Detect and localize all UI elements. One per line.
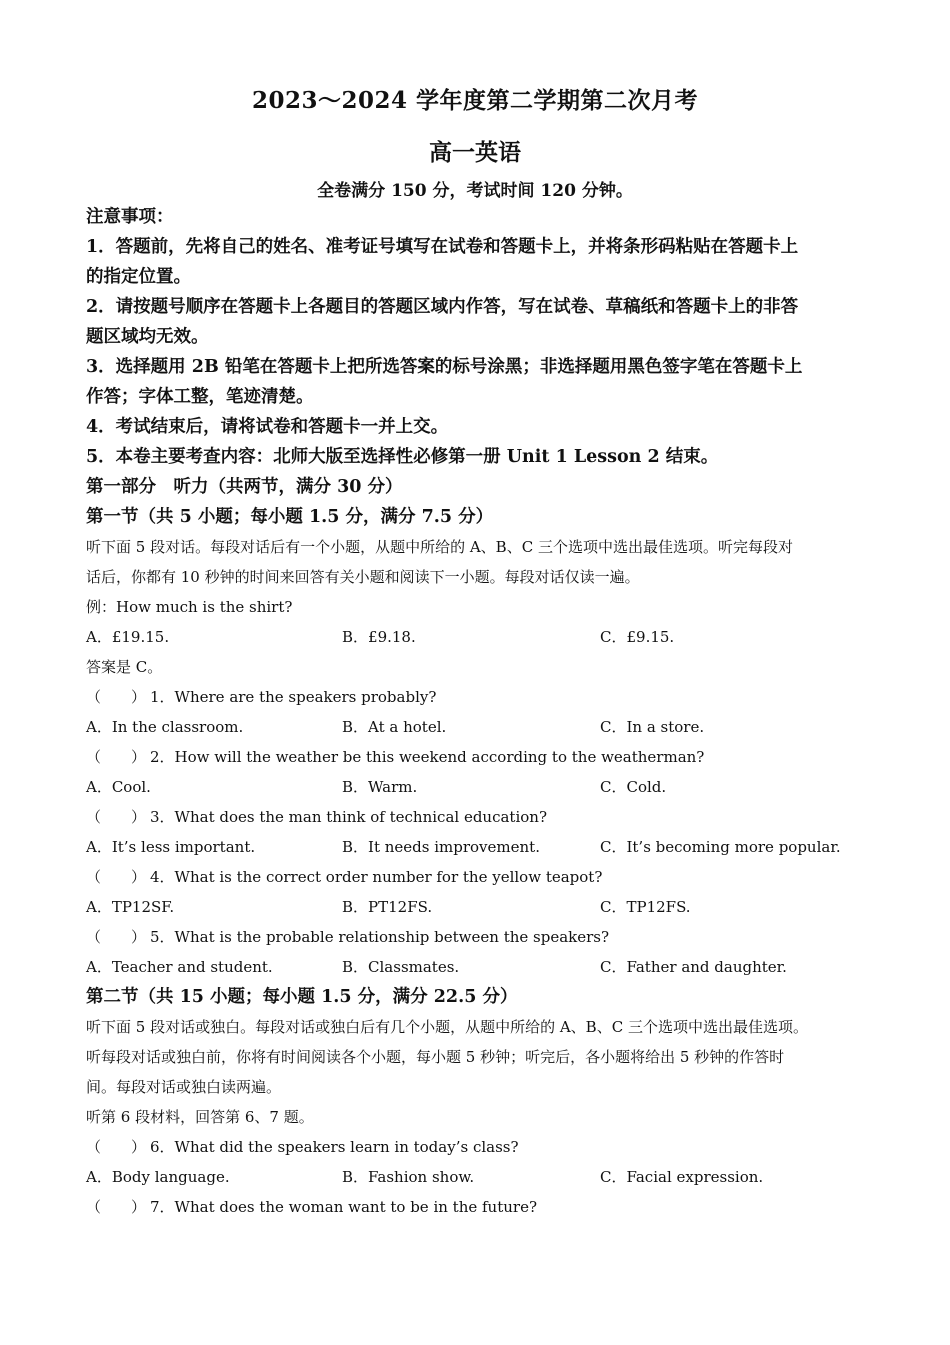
option-c: C．Father and daughter. bbox=[600, 958, 787, 976]
option-b: B．At a hotel. bbox=[342, 718, 447, 736]
option-a: A．Teacher and student. bbox=[86, 958, 273, 976]
answer-blank: （ ） bbox=[86, 808, 147, 826]
exam-title: 2023～2024 学年度第二学期第二次月考 bbox=[251, 87, 699, 114]
option-c: C．Cold. bbox=[600, 778, 667, 796]
notice-line: 1．答题前，先将自己的姓名、准考证号填写在试卷和答题卡上，并将条形码粘贴在答题卡上 bbox=[86, 237, 799, 257]
notice-line: 2．请按题号顺序在答题卡上各题目的答题区域内作答，写在试卷、草稿纸和答题卡上的非答 bbox=[86, 297, 799, 317]
option-b: B．Classmates. bbox=[342, 958, 460, 976]
option-b: B．PT12FS. bbox=[342, 898, 433, 916]
option-b: B．Warm. bbox=[342, 778, 418, 796]
answer-blank: （ ） bbox=[86, 748, 147, 766]
option-b: B．It needs improvement. bbox=[342, 838, 540, 856]
part1-heading: 第一部分 听力（共两节，满分 30 分） bbox=[86, 477, 403, 497]
option-a: A．In the classroom. bbox=[86, 718, 244, 736]
question-5 bbox=[86, 922, 870, 952]
score-line: 全卷满分 150 分，考试时间 120 分钟。 bbox=[317, 181, 633, 201]
option-a: A．Body language. bbox=[86, 1168, 230, 1186]
section2-instructions: 听每段对话或独白前，你将有时间阅读各个小题，每小题 5 秒钟；听完后，各小题将给出 5 秒钟的作答时 bbox=[86, 1048, 785, 1066]
section1-instructions: 听下面 5 段对话。每段对话后有一个小题，从题中所给的 A、B、C 三个选项中选出最佳选项。听完每段对 bbox=[86, 538, 793, 556]
exam-body bbox=[86, 202, 870, 1222]
section1-heading: 第一节（共 5 小题；每小题 1.5 分，满分 7.5 分） bbox=[86, 507, 494, 527]
option-c: C．Facial expression. bbox=[600, 1168, 764, 1186]
option-c: C．TP12FS. bbox=[600, 898, 691, 916]
option-b: B．Fashion show. bbox=[342, 1168, 475, 1186]
question-3 bbox=[86, 802, 870, 832]
option-c: C．It’s becoming more popular. bbox=[600, 838, 841, 856]
notice-line: 5．本卷主要考查内容：北师大版至选择性必修第一册 Unit 1 Lesson 2 结束。 bbox=[86, 447, 719, 467]
notice-line: 的指定位置。 bbox=[86, 267, 191, 287]
option-a: A．It’s less important. bbox=[86, 838, 256, 856]
option-a: A．£19.15. bbox=[86, 628, 170, 646]
answer-blank: （ ） bbox=[86, 1198, 147, 1216]
question-6 bbox=[86, 1132, 870, 1162]
question-6-options bbox=[86, 1162, 870, 1192]
answer-blank: （ ） bbox=[86, 1138, 147, 1156]
question-2-options bbox=[86, 772, 870, 802]
answer-blank: （ ） bbox=[86, 928, 147, 946]
question-text: 5．What is the probable relationship between the speakers? bbox=[150, 928, 610, 946]
option-b: B．£9.18. bbox=[342, 628, 416, 646]
section1-instructions: 话后，你都有 10 秒钟的时间来回答有关小题和阅读下一小题。每段对话仅读一遍。 bbox=[86, 568, 640, 586]
section2-instructions: 间。每段对话或独白读两遍。 bbox=[86, 1078, 282, 1096]
example-options bbox=[86, 622, 870, 652]
exam-subject: 高一英语 bbox=[429, 139, 521, 166]
notice-line: 4．考试结束后，请将试卷和答题卡一并上交。 bbox=[86, 417, 449, 437]
option-a: A．Cool. bbox=[86, 778, 151, 796]
question-text: 3．What does the man think of technical education? bbox=[150, 808, 547, 826]
section2-heading: 第二节（共 15 小题；每小题 1.5 分，满分 22.5 分） bbox=[86, 987, 518, 1007]
option-a: A．TP12SF. bbox=[86, 898, 175, 916]
question-3-options bbox=[86, 832, 870, 862]
question-1 bbox=[86, 682, 870, 712]
question-2 bbox=[86, 742, 870, 772]
section2-instructions: 听下面 5 段对话或独白。每段对话或独白后有几个小题，从题中所给的 A、B、C 三个选项中选出最佳选项。 bbox=[86, 1018, 808, 1036]
question-4-options bbox=[86, 892, 870, 922]
option-c: C．£9.15. bbox=[600, 628, 675, 646]
question-5-options bbox=[86, 952, 870, 982]
notice-line: 题区域均无效。 bbox=[86, 327, 209, 347]
question-text: 2．How will the weather be this weekend according to the weatherman? bbox=[150, 748, 705, 766]
notice-line: 3．选择题用 2B 铅笔在答题卡上把所选答案的标号涂黑；非选择题用黑色签字笔在答题卡上 bbox=[86, 357, 803, 377]
question-text: 1．Where are the speakers probably? bbox=[150, 688, 437, 706]
question-4 bbox=[86, 862, 870, 892]
material-note: 听第 6 段材料，回答第 6、7 题。 bbox=[86, 1108, 314, 1126]
question-text: 6．What did the speakers learn in today’s class? bbox=[150, 1138, 519, 1156]
notice-heading: 注意事项： bbox=[86, 207, 174, 227]
answer-blank: （ ） bbox=[86, 688, 147, 706]
example-question: 例：How much is the shirt? bbox=[86, 598, 293, 616]
question-7 bbox=[86, 1192, 870, 1222]
question-1-options bbox=[86, 712, 870, 742]
option-c: C．In a store. bbox=[600, 718, 705, 736]
notice-line: 作答；字体工整，笔迹清楚。 bbox=[86, 387, 314, 407]
question-text: 7．What does the woman want to be in the future? bbox=[150, 1198, 537, 1216]
answer-blank: （ ） bbox=[86, 868, 147, 886]
question-text: 4．What is the correct order number for the yellow teapot? bbox=[150, 868, 603, 886]
example-answer: 答案是 C。 bbox=[86, 658, 163, 676]
